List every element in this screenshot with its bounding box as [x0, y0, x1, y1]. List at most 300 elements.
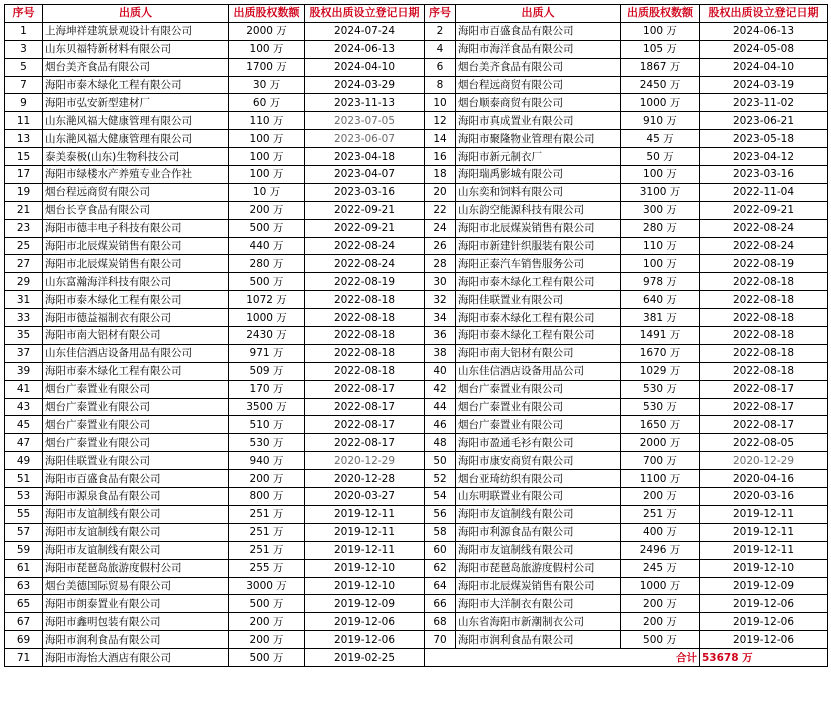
pledgor-name: 海阳市泰木绿化工程有限公司 [43, 362, 229, 380]
pledge-amount: 300 万 [621, 201, 700, 219]
pledge-amount: 110 万 [229, 112, 305, 130]
pledgor-name: 烟台美德国际贸易有限公司 [43, 577, 229, 595]
row-index: 22 [425, 201, 456, 219]
pledgor-name: 海阳市北辰煤炭销售有限公司 [43, 237, 229, 255]
pledgor-name: 海阳正泰汽车销售服务公司 [456, 255, 621, 273]
row-index: 53 [5, 488, 43, 506]
row-index: 38 [425, 344, 456, 362]
pledge-amount: 530 万 [621, 398, 700, 416]
row-index: 50 [425, 452, 456, 470]
registration-date: 2019-12-10 [700, 559, 828, 577]
registration-date: 2020-03-16 [700, 488, 828, 506]
registration-date: 2022-09-21 [305, 219, 425, 237]
row-index: 15 [5, 148, 43, 166]
pledgor-name: 海阳市百盛食品有限公司 [456, 22, 621, 40]
registration-date: 2022-08-18 [700, 273, 828, 291]
pledgor-name: 烟台顺泰商贸有限公司 [456, 94, 621, 112]
registration-date: 2019-12-11 [305, 523, 425, 541]
row-index: 36 [425, 327, 456, 345]
header-index: 序号 [5, 5, 43, 23]
registration-date: 2023-07-05 [305, 112, 425, 130]
pledge-amount: 50 万 [621, 148, 700, 166]
header-amount: 出质股权数额 [229, 5, 305, 23]
row-index: 64 [425, 577, 456, 595]
table-body [5, 22, 828, 648]
registration-date: 2020-12-29 [700, 452, 828, 470]
pledgor-name: 烟台广泰置业有限公司 [43, 398, 229, 416]
registration-date: 2019-02-25 [305, 649, 425, 667]
header-pledgor: 出质人 [43, 5, 229, 23]
row-index: 35 [5, 327, 43, 345]
row-index: 25 [5, 237, 43, 255]
pledge-amount: 30 万 [229, 76, 305, 94]
row-index: 71 [5, 649, 43, 667]
registration-date: 2019-12-11 [700, 541, 828, 559]
registration-date: 2024-04-10 [700, 58, 828, 76]
table-row [5, 380, 828, 398]
row-index: 70 [425, 631, 456, 649]
row-index: 17 [5, 166, 43, 184]
pledge-amount: 200 万 [621, 613, 700, 631]
registration-date: 2023-11-02 [700, 94, 828, 112]
pledge-amount: 60 万 [229, 94, 305, 112]
pledgor-name: 海阳市新建针织服装有限公司 [456, 237, 621, 255]
registration-date: 2023-05-18 [700, 130, 828, 148]
row-index: 28 [425, 255, 456, 273]
row-index: 6 [425, 58, 456, 76]
pledgor-name: 海阳市利源食品有限公司 [456, 523, 621, 541]
registration-date: 2022-08-18 [305, 309, 425, 327]
pledge-amount: 255 万 [229, 559, 305, 577]
pledgor-name: 烟台广泰置业有限公司 [456, 416, 621, 434]
table-row [5, 76, 828, 94]
pledgor-name: 烟台美齐食品有限公司 [456, 58, 621, 76]
pledge-amount: 2496 万 [621, 541, 700, 559]
registration-date: 2022-08-18 [700, 291, 828, 309]
registration-date: 2024-06-13 [305, 40, 425, 58]
pledgor-name: 海阳市友谊制线有限公司 [456, 505, 621, 523]
pledge-amount: 500 万 [229, 273, 305, 291]
registration-date: 2019-12-10 [305, 577, 425, 595]
pledgor-name: 烟台亚琦纺织有限公司 [456, 470, 621, 488]
table-row [5, 201, 828, 219]
pledgor-name: 山东贝福特新材料有限公司 [43, 40, 229, 58]
table-row [5, 559, 828, 577]
row-index: 9 [5, 94, 43, 112]
registration-date: 2022-08-24 [305, 237, 425, 255]
pledgor-name: 海阳市友谊制线有限公司 [43, 505, 229, 523]
pledgor-name: 海阳市真成置业有限公司 [456, 112, 621, 130]
table-row [5, 309, 828, 327]
registration-date: 2019-12-06 [305, 613, 425, 631]
pledgor-name: 海阳瑞禹影城有限公司 [456, 166, 621, 184]
registration-date: 2019-12-09 [305, 595, 425, 613]
pledge-amount: 280 万 [229, 255, 305, 273]
row-index: 58 [425, 523, 456, 541]
registration-date: 2022-08-17 [700, 416, 828, 434]
row-index: 29 [5, 273, 43, 291]
row-index: 44 [425, 398, 456, 416]
registration-date: 2019-12-11 [700, 505, 828, 523]
pledgor-name: 海阳市朗泰置业有限公司 [43, 595, 229, 613]
table-row [5, 595, 828, 613]
pledge-amount: 3500 万 [229, 398, 305, 416]
row-index: 20 [425, 183, 456, 201]
registration-date: 2022-08-17 [305, 416, 425, 434]
registration-date: 2023-06-21 [700, 112, 828, 130]
registration-date: 2020-12-29 [305, 452, 425, 470]
pledgor-name: 山东佳信酒店设备用品有限公司 [43, 344, 229, 362]
header-date: 股权出质设立登记日期 [305, 5, 425, 23]
table-row [5, 148, 828, 166]
row-index: 57 [5, 523, 43, 541]
pledge-amount: 381 万 [621, 309, 700, 327]
row-index: 69 [5, 631, 43, 649]
pledge-amount: 1700 万 [229, 58, 305, 76]
total-label: 合计 [425, 649, 700, 667]
table-row [5, 434, 828, 452]
row-index: 18 [425, 166, 456, 184]
row-index: 61 [5, 559, 43, 577]
pledgor-name: 海阳市泰木绿化工程有限公司 [456, 327, 621, 345]
pledge-amount: 1000 万 [621, 94, 700, 112]
row-index: 7 [5, 76, 43, 94]
pledgor-name: 海阳市北辰煤炭销售有限公司 [456, 219, 621, 237]
registration-date: 2022-08-24 [700, 219, 828, 237]
pledge-amount: 400 万 [621, 523, 700, 541]
registration-date: 2022-08-18 [305, 327, 425, 345]
pledgor-name: 山东滟风福大健康管理有限公司 [43, 130, 229, 148]
registration-date: 2023-11-13 [305, 94, 425, 112]
last-row [5, 649, 828, 667]
pledgor-name: 山东韵空能源科技有限公司 [456, 201, 621, 219]
row-index: 51 [5, 470, 43, 488]
row-index: 10 [425, 94, 456, 112]
registration-date: 2022-08-18 [305, 362, 425, 380]
pledgor-name: 海阳市海怡大酒店有限公司 [43, 649, 229, 667]
row-index: 59 [5, 541, 43, 559]
pledge-amount: 105 万 [621, 40, 700, 58]
pledge-amount: 1650 万 [621, 416, 700, 434]
pledge-amount: 100 万 [229, 130, 305, 148]
registration-date: 2022-08-18 [305, 291, 425, 309]
row-index: 32 [425, 291, 456, 309]
row-index: 5 [5, 58, 43, 76]
row-index: 62 [425, 559, 456, 577]
row-index: 41 [5, 380, 43, 398]
pledge-amount: 200 万 [621, 488, 700, 506]
pledgor-name: 海阳市友谊制线有限公司 [43, 541, 229, 559]
row-index: 8 [425, 76, 456, 94]
table-row [5, 362, 828, 380]
row-index: 33 [5, 309, 43, 327]
registration-date: 2020-12-28 [305, 470, 425, 488]
pledge-amount: 971 万 [229, 344, 305, 362]
registration-date: 2019-12-06 [700, 631, 828, 649]
pledge-amount: 251 万 [229, 541, 305, 559]
registration-date: 2023-04-18 [305, 148, 425, 166]
pledgor-name: 烟台广泰置业有限公司 [456, 380, 621, 398]
pledge-amount: 800 万 [229, 488, 305, 506]
row-index: 47 [5, 434, 43, 452]
pledge-amount: 978 万 [621, 273, 700, 291]
pledgor-name: 山东省海阳市新潮制衣公司 [456, 613, 621, 631]
pledgor-name: 海阳市盈通毛衫有限公司 [456, 434, 621, 452]
pledge-amount: 100 万 [621, 22, 700, 40]
pledge-amount: 510 万 [229, 416, 305, 434]
pledge-amount: 500 万 [229, 219, 305, 237]
row-index: 1 [5, 22, 43, 40]
table-row [5, 22, 828, 40]
table-row [5, 613, 828, 631]
table-row [5, 577, 828, 595]
table-row [5, 488, 828, 506]
registration-date: 2022-08-17 [305, 398, 425, 416]
pledgor-name: 海阳市鑫明包装有限公司 [43, 613, 229, 631]
registration-date: 2022-08-18 [700, 362, 828, 380]
table-row [5, 94, 828, 112]
registration-date: 2019-12-06 [305, 631, 425, 649]
pledge-amount: 2430 万 [229, 327, 305, 345]
row-index: 48 [425, 434, 456, 452]
pledgor-name: 烟台程远商贸有限公司 [43, 183, 229, 201]
pledge-amount: 440 万 [229, 237, 305, 255]
row-index: 66 [425, 595, 456, 613]
table-row [5, 398, 828, 416]
pledgor-name: 海阳市海洋食品有限公司 [456, 40, 621, 58]
pledge-amount: 500 万 [229, 649, 305, 667]
row-index: 3 [5, 40, 43, 58]
row-index: 34 [425, 309, 456, 327]
pledgor-name: 海阳市百盛食品有限公司 [43, 470, 229, 488]
pledgor-name: 烟台长亨食品有限公司 [43, 201, 229, 219]
pledge-amount: 251 万 [621, 505, 700, 523]
row-index: 45 [5, 416, 43, 434]
row-index: 68 [425, 613, 456, 631]
registration-date: 2019-12-11 [305, 505, 425, 523]
pledgor-name: 海阳市泰木绿化工程有限公司 [456, 273, 621, 291]
table-row [5, 273, 828, 291]
pledgor-name: 海阳市琵琶岛旅游度假村公司 [43, 559, 229, 577]
pledge-amount: 170 万 [229, 380, 305, 398]
pledge-amount: 2000 万 [229, 22, 305, 40]
pledge-amount: 3000 万 [229, 577, 305, 595]
pledgor-name: 海阳市泰木绿化工程有限公司 [456, 309, 621, 327]
row-index: 2 [425, 22, 456, 40]
registration-date: 2019-12-10 [305, 559, 425, 577]
pledgor-name: 海阳市琵琶岛旅游度假村公司 [456, 559, 621, 577]
registration-date: 2022-08-19 [700, 255, 828, 273]
header-amount: 出质股权数额 [621, 5, 700, 23]
pledgor-name: 烟台广泰置业有限公司 [456, 398, 621, 416]
registration-date: 2023-04-12 [700, 148, 828, 166]
row-index: 12 [425, 112, 456, 130]
row-index: 30 [425, 273, 456, 291]
pledgor-name: 海阳市源泉食品有限公司 [43, 488, 229, 506]
pledge-amount: 640 万 [621, 291, 700, 309]
table-row [5, 291, 828, 309]
pledgor-name: 山东富瀚海洋科技有限公司 [43, 273, 229, 291]
table-row [5, 219, 828, 237]
pledgor-name: 烟台广泰置业有限公司 [43, 416, 229, 434]
pledge-amount: 280 万 [621, 219, 700, 237]
registration-date: 2019-12-11 [305, 541, 425, 559]
pledgor-name: 海阳市聚隆物业管理有限公司 [456, 130, 621, 148]
registration-date: 2022-08-17 [305, 434, 425, 452]
table-row [5, 130, 828, 148]
pledgor-name: 海阳市润利食品有限公司 [43, 631, 229, 649]
row-index: 24 [425, 219, 456, 237]
pledge-amount: 100 万 [621, 166, 700, 184]
registration-date: 2020-04-16 [700, 470, 828, 488]
table-row [5, 40, 828, 58]
registration-date: 2022-08-17 [700, 380, 828, 398]
registration-date: 2022-08-19 [305, 273, 425, 291]
registration-date: 2019-12-06 [700, 595, 828, 613]
pledgor-name: 山东滟风福大健康管理有限公司 [43, 112, 229, 130]
registration-date: 2024-03-19 [700, 76, 828, 94]
pledgor-name: 山东明联置业有限公司 [456, 488, 621, 506]
pledgor-name: 海阳市新元制衣厂 [456, 148, 621, 166]
pledgor-name: 烟台广泰置业有限公司 [43, 380, 229, 398]
row-index: 16 [425, 148, 456, 166]
pledgor-name: 海阳市南大铝材有限公司 [456, 344, 621, 362]
row-index: 67 [5, 613, 43, 631]
registration-date: 2022-09-21 [700, 201, 828, 219]
registration-date: 2022-08-18 [700, 327, 828, 345]
pledge-amount: 3100 万 [621, 183, 700, 201]
pledgor-name: 烟台程远商贸有限公司 [456, 76, 621, 94]
header-index: 序号 [425, 5, 456, 23]
pledge-amount: 1100 万 [621, 470, 700, 488]
pledge-amount: 251 万 [229, 505, 305, 523]
row-index: 27 [5, 255, 43, 273]
table-row [5, 112, 828, 130]
row-index: 39 [5, 362, 43, 380]
row-index: 54 [425, 488, 456, 506]
registration-date: 2024-05-08 [700, 40, 828, 58]
pledge-amount: 110 万 [621, 237, 700, 255]
pledgor-name: 海阳市友谊制线有限公司 [43, 523, 229, 541]
pledgor-name: 海阳市弘安新型建材厂 [43, 94, 229, 112]
row-index: 42 [425, 380, 456, 398]
pledge-amount: 200 万 [229, 201, 305, 219]
row-index: 26 [425, 237, 456, 255]
row-index: 60 [425, 541, 456, 559]
pledge-amount: 940 万 [229, 452, 305, 470]
pledgor-name: 山东佳信酒店设备用品公司 [456, 362, 621, 380]
registration-date: 2022-08-18 [305, 344, 425, 362]
total-value: 53678 万 [700, 649, 828, 667]
pledgor-name: 海阳市南大铝材有限公司 [43, 327, 229, 345]
table-row [5, 631, 828, 649]
row-index: 46 [425, 416, 456, 434]
pledge-amount: 2450 万 [621, 76, 700, 94]
pledgor-name: 海阳市绿楼水产养殖专业合作社 [43, 166, 229, 184]
pledge-amount: 200 万 [229, 470, 305, 488]
registration-date: 2023-03-16 [700, 166, 828, 184]
pledge-amount: 245 万 [621, 559, 700, 577]
row-index: 37 [5, 344, 43, 362]
registration-date: 2019-12-06 [700, 613, 828, 631]
registration-date: 2022-08-18 [700, 344, 828, 362]
pledgor-name: 海阳市康安商贸有限公司 [456, 452, 621, 470]
pledge-amount: 100 万 [229, 148, 305, 166]
registration-date: 2024-03-29 [305, 76, 425, 94]
pledge-amount: 10 万 [229, 183, 305, 201]
pledge-amount: 251 万 [229, 523, 305, 541]
pledge-amount: 530 万 [229, 434, 305, 452]
table-row [5, 470, 828, 488]
pledgor-name: 海阳市北辰煤炭销售有限公司 [456, 577, 621, 595]
pledgor-name: 烟台美齐食品有限公司 [43, 58, 229, 76]
table-row [5, 327, 828, 345]
table-row [5, 523, 828, 541]
header-row [5, 5, 828, 23]
pledgor-name: 海阳市德丰电子科技有限公司 [43, 219, 229, 237]
table-row [5, 344, 828, 362]
pledge-amount: 200 万 [229, 613, 305, 631]
registration-date: 2022-08-05 [700, 434, 828, 452]
pledge-amount: 500 万 [621, 631, 700, 649]
row-index: 49 [5, 452, 43, 470]
pledge-amount: 1867 万 [621, 58, 700, 76]
row-index: 21 [5, 201, 43, 219]
registration-date: 2024-04-10 [305, 58, 425, 76]
pledge-amount: 45 万 [621, 130, 700, 148]
pledgor-name: 海阳佳联置业有限公司 [456, 291, 621, 309]
pledge-amount: 530 万 [621, 380, 700, 398]
registration-date: 2023-04-07 [305, 166, 425, 184]
pledge-amount: 509 万 [229, 362, 305, 380]
pledgor-name: 泰美泰极(山东)生物科技公司 [43, 148, 229, 166]
pledge-amount: 1000 万 [229, 309, 305, 327]
pledgor-name: 上海坤祥建筑景观设计有限公司 [43, 22, 229, 40]
row-index: 52 [425, 470, 456, 488]
registration-date: 2019-12-09 [700, 577, 828, 595]
pledgor-name: 海阳市泰木绿化工程有限公司 [43, 291, 229, 309]
table-row [5, 416, 828, 434]
registration-date: 2023-06-07 [305, 130, 425, 148]
pledge-amount: 200 万 [229, 631, 305, 649]
pledge-amount: 100 万 [621, 255, 700, 273]
pledge-amount: 1072 万 [229, 291, 305, 309]
pledgor-name: 烟台广泰置业有限公司 [43, 434, 229, 452]
pledge-amount: 1000 万 [621, 577, 700, 595]
registration-date: 2024-06-13 [700, 22, 828, 40]
pledge-amount: 200 万 [621, 595, 700, 613]
pledge-amount: 1670 万 [621, 344, 700, 362]
registration-date: 2022-09-21 [305, 201, 425, 219]
row-index: 65 [5, 595, 43, 613]
registration-date: 2022-08-24 [700, 237, 828, 255]
pledge-amount: 1491 万 [621, 327, 700, 345]
table-row [5, 505, 828, 523]
pledgor-name: 海阳市大洋制衣有限公司 [456, 595, 621, 613]
row-index: 43 [5, 398, 43, 416]
table-row [5, 166, 828, 184]
header-pledgor: 出质人 [456, 5, 621, 23]
table-row [5, 183, 828, 201]
pledge-amount: 2000 万 [621, 434, 700, 452]
row-index: 19 [5, 183, 43, 201]
pledgor-name: 海阳市友谊制线有限公司 [456, 541, 621, 559]
row-index: 63 [5, 577, 43, 595]
pledge-amount: 910 万 [621, 112, 700, 130]
pledge-amount: 500 万 [229, 595, 305, 613]
pledgor-name: 海阳市德益福制衣有限公司 [43, 309, 229, 327]
pledgor-name: 山东奕和饲料有限公司 [456, 183, 621, 201]
